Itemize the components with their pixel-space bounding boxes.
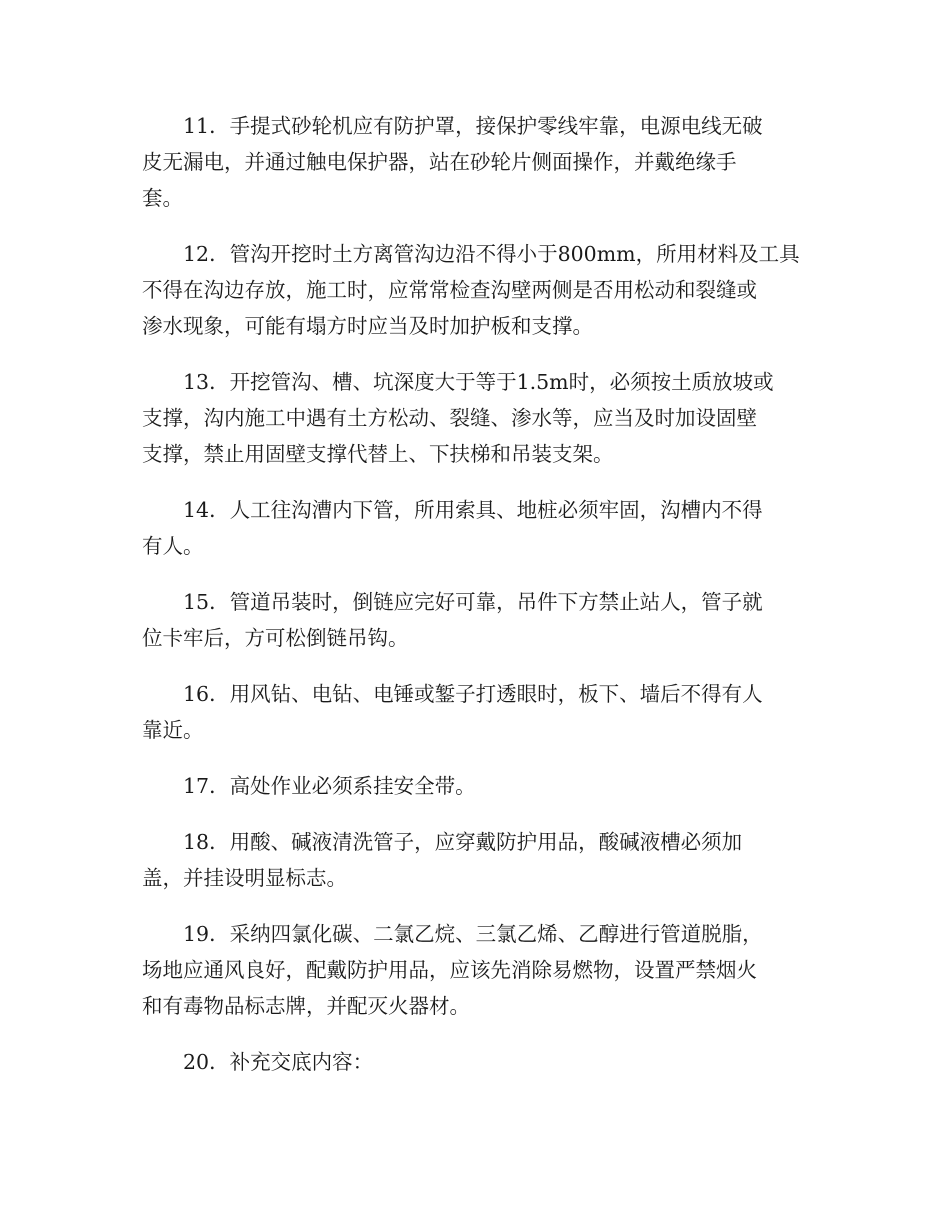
paragraph-item-17: 17．高处作业必须系挂安全带。 bbox=[183, 774, 476, 798]
paragraph-item-11: 11．手提式砂轮机应有防护罩，接保护零线牢靠，电源电线无破 皮无漏电，并通过触电保护器，站在砂轮片侧面操作，并戴绝缘手 套。 bbox=[142, 114, 763, 210]
paragraph-item-12: 12．管沟开挖时土方离管沟边沿不得小于800mm，所用材料及工具 不得在沟边存放，施工时，应常常检查沟壁两侧是否用松动和裂缝或 渗水现象，可能有塌方时应当及时加护板和支撑。 bbox=[142, 242, 800, 338]
paragraph-item-20: 20．补充交底内容： bbox=[183, 1050, 374, 1074]
paragraph-item-14: 14．人工往沟漕内下管，所用索具、地桩必须牢固，沟槽内不得 有人。 bbox=[142, 498, 763, 558]
paragraph-item-19: 19．采纳四氯化碳、二氯乙烷、三氯乙烯、乙醇进行管道脱脂， 场地应通风良好，配戴防护用品，应该先消除易燃物，设置严禁烟火 和有毒物品标志牌，并配灭火器材。 bbox=[142, 922, 763, 1018]
paragraph-item-15: 15．管道吊装时，倒链应完好可靠，吊件下方禁止站人，管子就 位卡牢后，方可松倒链吊钩。 bbox=[142, 590, 763, 650]
document-body bbox=[142, 108, 812, 1100]
paragraph-item-13: 13．开挖管沟、槽、坑深度大于等于1.5m时，必须按土质放坡或 支撑，沟内施工中遇有土方松动、裂缝、渗水等，应当及时加设固壁 支撑，禁止用固壁支撑代替上、下扶梯和吊装支架。 bbox=[142, 370, 774, 466]
paragraph-item-18: 18．用酸、碱液清洗管子，应穿戴防护用品，酸碱液槽必须加 盖，并挂设明显标志。 bbox=[142, 830, 743, 890]
paragraph-item-16: 16．用风钻、电钻、电锤或錾子打透眼时，板下、墙后不得有人 靠近。 bbox=[142, 682, 763, 742]
